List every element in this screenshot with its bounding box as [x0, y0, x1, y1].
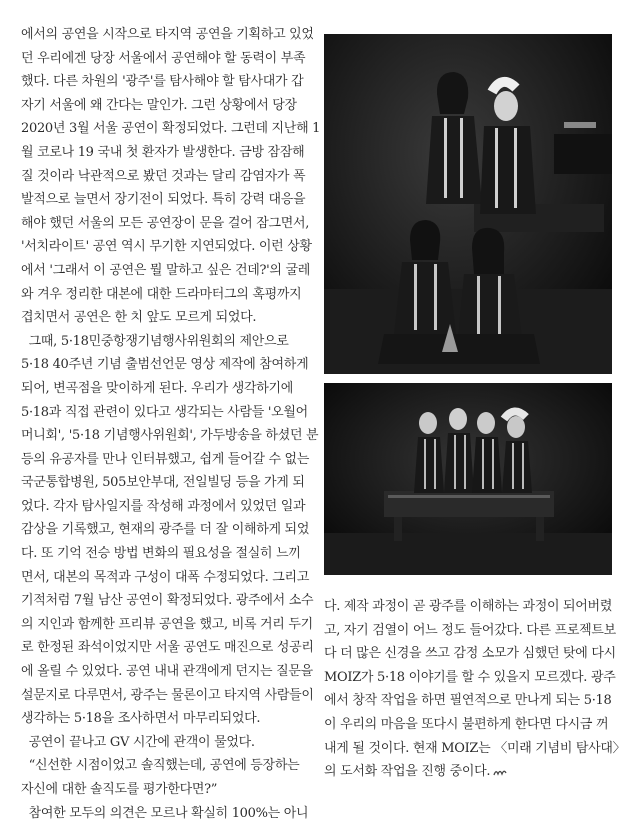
- left-column-line: 면서, 대본의 목적과 구성이 대폭 수정되었다. 그리고: [21, 569, 310, 585]
- left-column-line: 감상을 기록했고, 현재의 광주를 더 잘 이해하게 되었: [21, 522, 310, 538]
- right-column-line: 고, 자기 검열이 어느 정도 들어갔다. 다른 프로젝트보: [324, 622, 616, 638]
- left-column-line: 에서 '그래서 이 공연은 뭘 말하고 싶은 건데?'의 굴레: [21, 262, 311, 278]
- left-column-line: 그때, 5·18민중항쟁기념행사위원회의 제안으로: [21, 333, 289, 349]
- left-column-line: 머니회', '5·18 기념행사위원회', 가두방송을 하셨던 분: [21, 428, 319, 444]
- left-column-line: 해야 했던 서울의 모든 공연장이 문을 걸어 잠그면서,: [21, 215, 310, 231]
- stage-photo-performers-on-bench: [324, 383, 612, 575]
- left-column-line: 발적으로 늘면서 장기전이 되었다. 특히 강력 대응을: [21, 192, 306, 208]
- left-column-line: 로 한정된 좌석이었지만 서울 공연도 매진으로 성공리: [21, 640, 314, 656]
- left-column-line: 참여한 모두의 의견은 모르나 확실히 100%는 아니: [21, 805, 309, 821]
- left-column-line: 자기 서울에 왜 간다는 말인가. 그런 상황에서 당장: [21, 97, 297, 113]
- left-column-line: 했다. 다른 차원의 '광주'를 탐사해야 할 탐사대가 갑: [21, 74, 304, 90]
- left-text-column: [21, 23, 321, 825]
- right-text-column: [324, 595, 626, 784]
- left-column-line: 질 것이라 낙관적으로 봤던 것과는 달리 감염자가 폭: [21, 168, 306, 184]
- left-column-line: 와 겨우 정리한 대본에 대한 드라마터그의 혹평까지: [21, 286, 302, 302]
- stage-photo-four-performers: [324, 34, 612, 374]
- left-column-line: 기적처럼 7월 남산 공연이 확정되었다. 광주에서 소수: [21, 593, 314, 609]
- right-column-line: MOIZ가 5·18 이야기를 할 수 있을지 모르겠다. 광주: [324, 669, 616, 685]
- right-column-line: 내게 될 것이다. 현재 MOIZ는 〈미래 기념비 탐사대〉: [324, 740, 626, 756]
- left-column-line: 5·18과 직접 관련이 있다고 생각되는 사람들 '오월어: [21, 404, 308, 420]
- right-column-line: 다. 제작 과정이 곧 광주를 이해하는 과정이 되어버렸: [324, 599, 613, 614]
- right-column-line: 다 더 많은 신경을 쓰고 감정 소모가 심했던 탓에 다시: [324, 646, 616, 662]
- left-column-line: 의 지인과 함께한 프리뷰 공연을 했고, 비록 거리 두기: [21, 616, 313, 632]
- left-column-line: 국군통합병원, 505보안부대, 전일빌딩 등을 가게 되: [21, 475, 305, 491]
- left-column-line: 생각하는 5·18을 조사하면서 마무리되었다.: [21, 711, 261, 727]
- left-column-line: 었다. 각자 탐사일지를 작성해 과정에서 있었던 일과: [21, 498, 306, 514]
- left-column-line: 에 올릴 수 있었다. 공연 내내 관객에게 던지는 질문을: [21, 664, 313, 680]
- left-column-line: 설문지로 다루면서, 광주는 물론이고 타지역 사람들이: [21, 687, 314, 703]
- right-column-line: 이 우리의 마음을 또다시 불편하게 한다면 다시금 꺼: [324, 716, 609, 732]
- performance-photo-top: [324, 34, 612, 374]
- left-column-line: 공연이 끝나고 GV 시간에 관객이 물었다.: [21, 734, 255, 750]
- left-column-line: 5·18 40주년 기념 출범선언문 영상 제작에 참여하게: [21, 357, 309, 373]
- left-column-line: 월 코로나 19 국내 첫 환자가 발생한다. 금방 잠잠해: [21, 144, 305, 160]
- left-column-line: 되어, 변곡점을 맞이하게 된다. 우리가 생각하기에: [21, 380, 293, 396]
- left-column-line: 던 우리에겐 당장 서울에서 공연해야 할 동력이 부족: [21, 50, 306, 66]
- left-column-line: 등의 유공자를 만나 인터뷰했고, 쉽게 들어갈 수 없는: [21, 451, 310, 467]
- left-column-line: 자신에 대한 솔직도를 평가한다면?”: [21, 782, 218, 797]
- end-mark-icon: [493, 767, 507, 777]
- left-column-line: 2020년 3월 서울 공연이 확정되었다. 그런데 지난해 1: [21, 121, 321, 137]
- performance-photo-bottom: [324, 383, 612, 575]
- left-column-line: “신선한 시점이었고 솔직했는데, 공연에 등장하는: [21, 758, 300, 774]
- left-column-line: 다. 또 기억 전승 방법 변화의 필요성을 절실히 느끼: [21, 546, 301, 562]
- left-column-line: 에서의 공연을 시작으로 타지역 공연을 기획하고 있었: [21, 27, 314, 42]
- right-column-line: 에서 창작 작업을 하면 필연적으로 만나게 되는 5·18: [324, 693, 612, 709]
- left-column-line: 겹치면서 공연은 한 치 앞도 모르게 되었다.: [21, 310, 257, 326]
- left-column-line: '서치라이트' 공연 역시 무기한 지연되었다. 이런 상황: [21, 239, 312, 255]
- right-column-line: 의 도서화 작업을 진행 중이다.: [324, 760, 614, 784]
